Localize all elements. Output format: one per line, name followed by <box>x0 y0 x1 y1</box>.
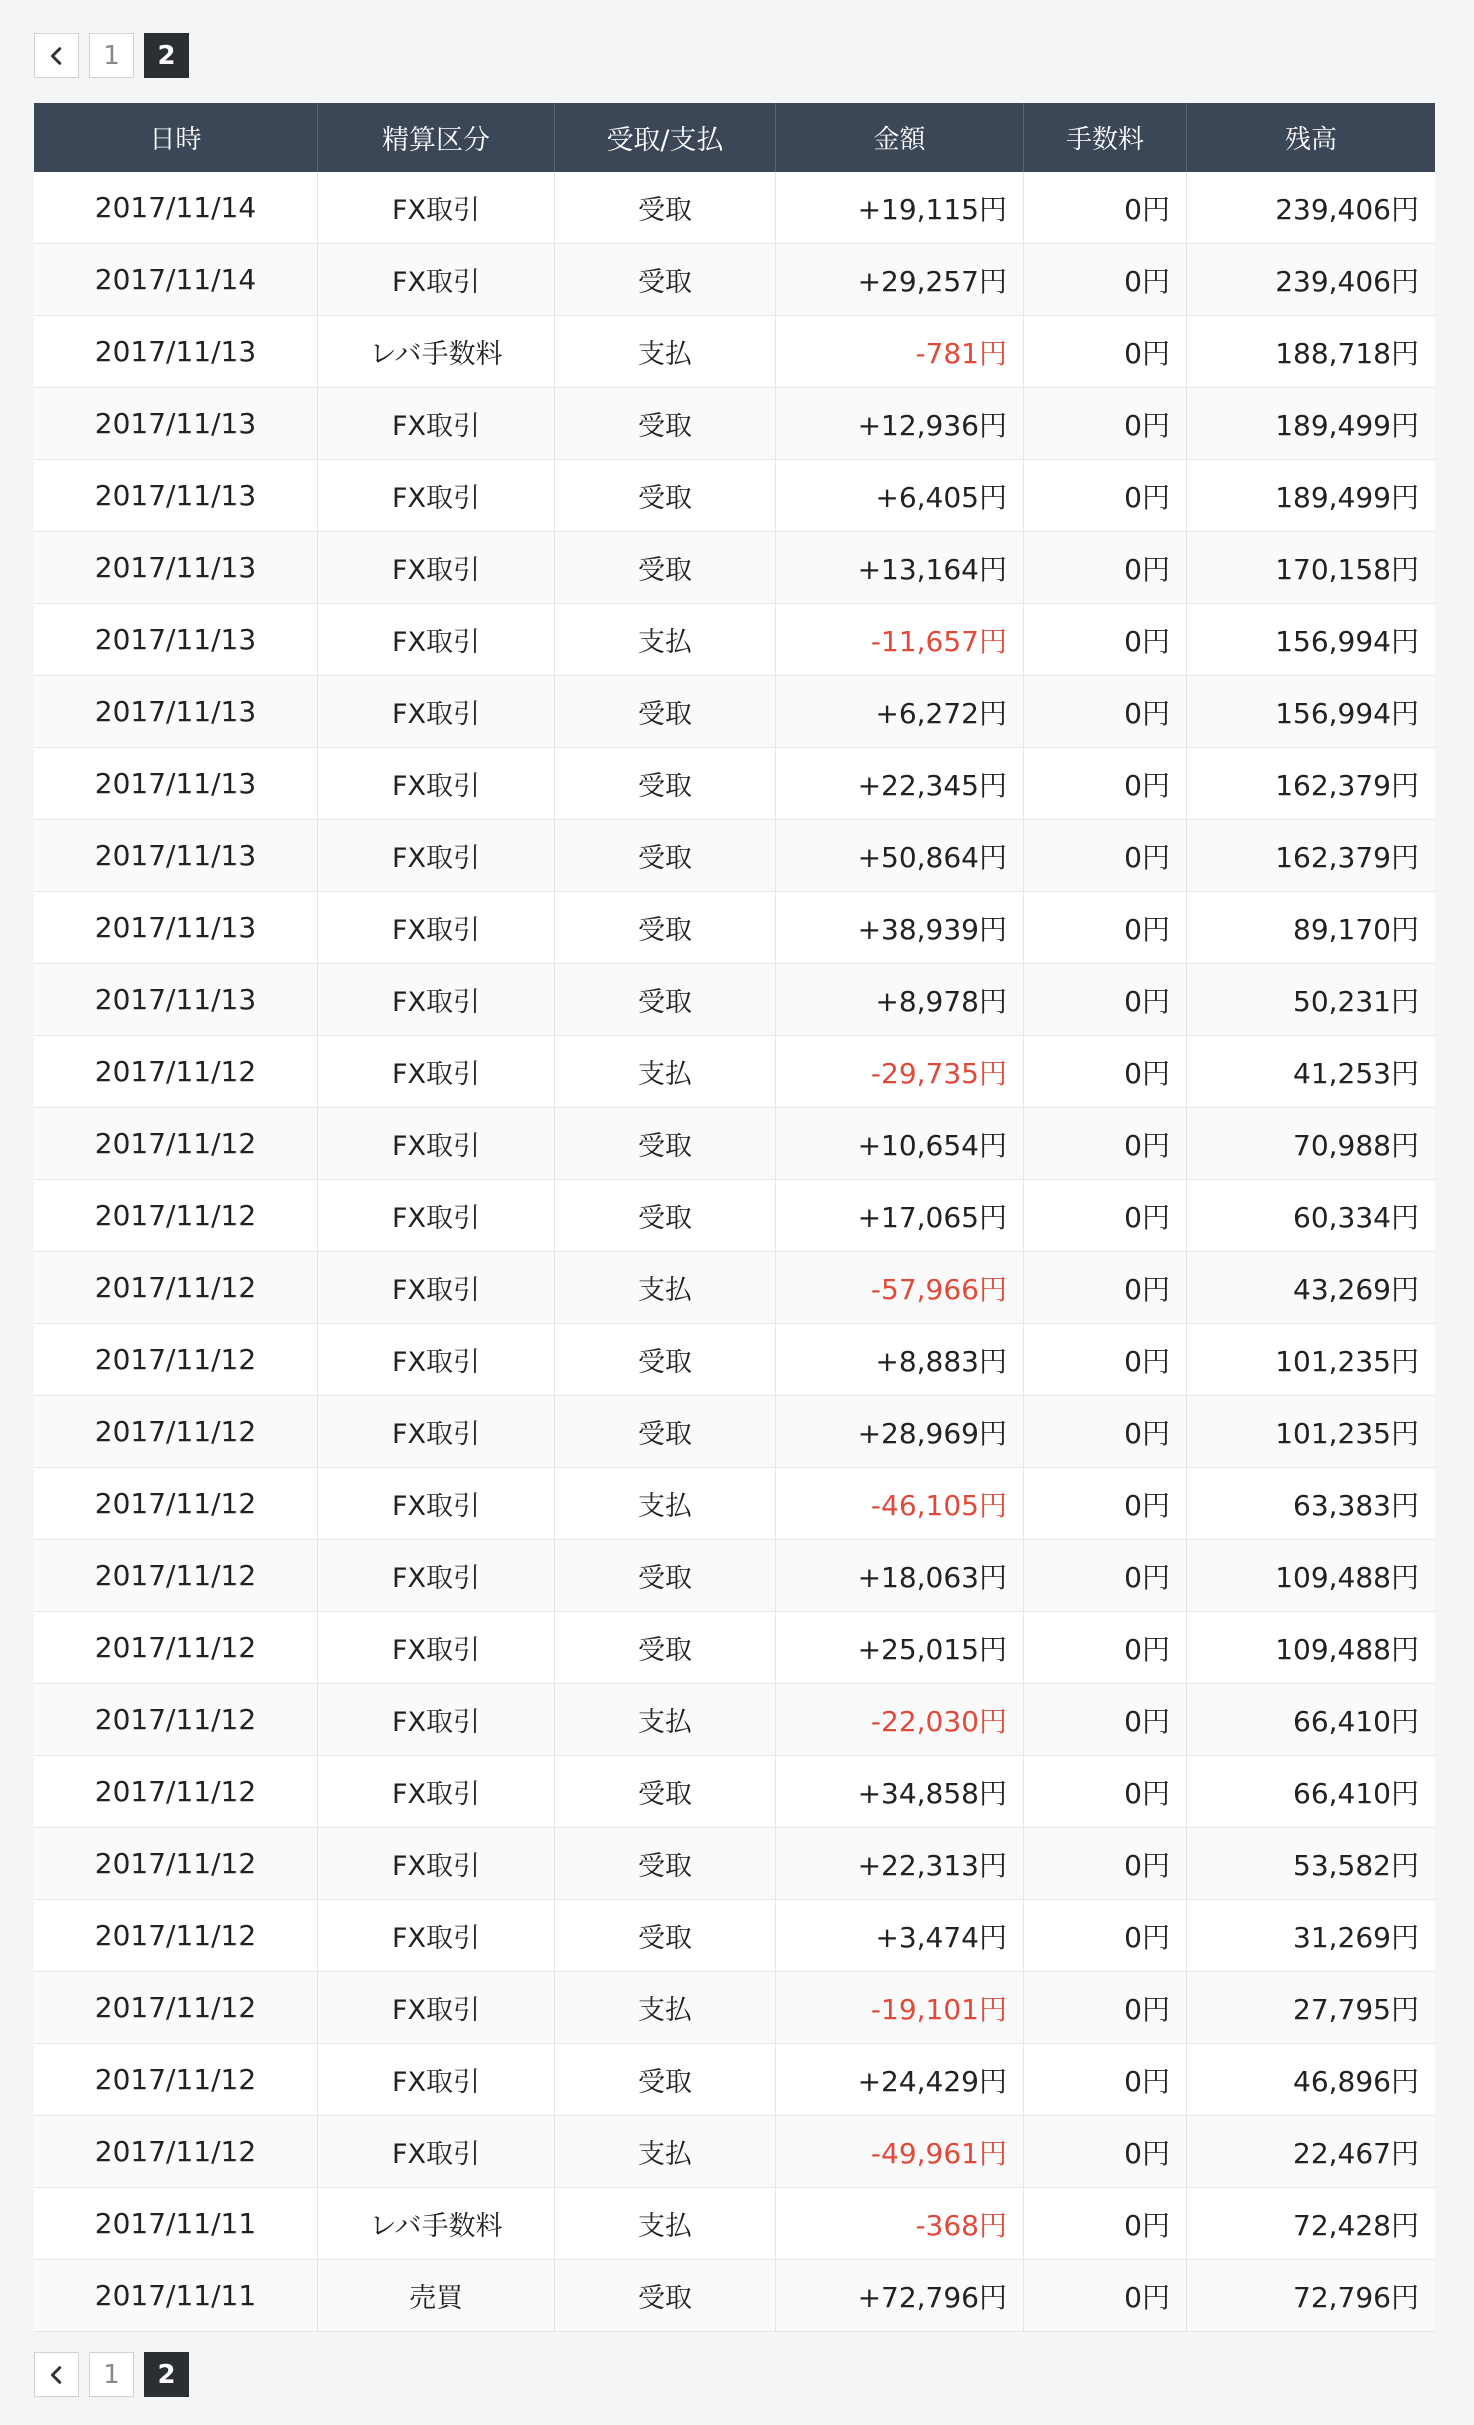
amount-cell: +72,796円 <box>776 2260 1024 2331</box>
settlement-type-cell: FX取引 <box>318 2116 555 2187</box>
fee-cell: 0円 <box>1024 316 1187 387</box>
balance-cell: 72,428円 <box>1293 2208 1419 2242</box>
table-row <box>34 388 1435 460</box>
amount-cell: -11,657円 <box>776 604 1024 675</box>
date-cell: 2017/11/13 <box>34 532 318 603</box>
date-cell: 2017/11/12 <box>34 1972 318 2043</box>
direction-cell: 受取 <box>555 460 776 531</box>
date-cell: 2017/11/13 <box>34 460 318 531</box>
table-row <box>34 1324 1435 1396</box>
page-1-button[interactable]: 1 <box>89 33 134 78</box>
amount-cell: -368円 <box>776 2188 1024 2259</box>
date-cell: 2017/11/11 <box>34 2188 318 2259</box>
fee-cell: 0円 <box>1024 1684 1187 1755</box>
date-cell: 2017/11/12 <box>34 1324 318 1395</box>
table-header <box>34 103 1435 172</box>
table-row <box>34 604 1435 676</box>
fee-cell: 0円 <box>1024 1252 1187 1323</box>
balance-cell: 72,796円 <box>1293 2280 1419 2314</box>
fee-cell: 0円 <box>1024 604 1187 675</box>
amount-cell: +22,345円 <box>776 748 1024 819</box>
header-date: 日時 <box>34 103 318 172</box>
direction-cell: 支払 <box>555 1468 776 1539</box>
settlement-type-cell: FX取引 <box>318 1612 555 1683</box>
date-cell: 2017/11/13 <box>34 676 318 747</box>
settlement-type-cell: FX取引 <box>318 1468 555 1539</box>
amount-cell: +22,313円 <box>776 1828 1024 1899</box>
balance-cell: 239,406円 <box>1275 192 1419 226</box>
settlement-type-cell: レバ手数料 <box>318 316 555 387</box>
date-cell: 2017/11/14 <box>34 244 318 315</box>
fee-cell: 0円 <box>1024 676 1187 747</box>
fee-cell: 0円 <box>1024 1972 1187 2043</box>
direction-cell: 受取 <box>555 532 776 603</box>
balance-cell: 189,499円 <box>1275 480 1419 514</box>
fee-cell: 0円 <box>1024 892 1187 963</box>
fee-cell: 0円 <box>1024 1540 1187 1611</box>
date-cell: 2017/11/12 <box>34 1396 318 1467</box>
amount-cell: +3,474円 <box>776 1900 1024 1971</box>
amount-cell: +18,063円 <box>776 1540 1024 1611</box>
direction-cell: 受取 <box>555 1396 776 1467</box>
table-row <box>34 1468 1435 1540</box>
amount-cell: +19,115円 <box>776 172 1024 243</box>
direction-cell: 支払 <box>555 604 776 675</box>
fee-cell: 0円 <box>1024 2116 1187 2187</box>
balance-cell: 46,896円 <box>1293 2064 1419 2098</box>
direction-cell: 受取 <box>555 1900 776 1971</box>
date-cell: 2017/11/11 <box>34 2260 318 2331</box>
balance-cell: 188,718円 <box>1275 336 1419 370</box>
settlement-type-cell: FX取引 <box>318 1036 555 1107</box>
direction-cell: 支払 <box>555 2116 776 2187</box>
amount-cell: +8,978円 <box>776 964 1024 1035</box>
direction-cell: 受取 <box>555 388 776 459</box>
header-fee: 手数料 <box>1024 103 1187 172</box>
direction-cell: 受取 <box>555 172 776 243</box>
fee-cell: 0円 <box>1024 460 1187 531</box>
settlement-type-cell: FX取引 <box>318 820 555 891</box>
settlement-type-cell: 売買 <box>318 2260 555 2331</box>
settlement-type-cell: FX取引 <box>318 1180 555 1251</box>
header-balance: 残高 <box>1284 125 1337 155</box>
prev-page-button[interactable] <box>34 33 79 78</box>
direction-cell: 受取 <box>555 1180 776 1251</box>
header-settlement-type: 精算区分 <box>318 103 555 172</box>
date-cell: 2017/11/13 <box>34 748 318 819</box>
balance-cell: 162,379円 <box>1275 840 1419 874</box>
direction-cell: 受取 <box>555 244 776 315</box>
settlement-type-cell: レバ手数料 <box>318 2188 555 2259</box>
pagination-top <box>34 33 189 78</box>
direction-cell: 受取 <box>555 1108 776 1179</box>
amount-cell: +10,654円 <box>776 1108 1024 1179</box>
balance-cell: 109,488円 <box>1275 1560 1419 1594</box>
balance-cell: 189,499円 <box>1275 408 1419 442</box>
table-row <box>34 172 1435 244</box>
direction-cell: 支払 <box>555 1684 776 1755</box>
fee-cell: 0円 <box>1024 1756 1187 1827</box>
direction-cell: 受取 <box>555 820 776 891</box>
date-cell: 2017/11/13 <box>34 820 318 891</box>
balance-cell: 50,231円 <box>1293 984 1419 1018</box>
date-cell: 2017/11/13 <box>34 964 318 1035</box>
date-cell: 2017/11/12 <box>34 1900 318 1971</box>
balance-cell: 60,334円 <box>1293 1200 1419 1234</box>
fee-cell: 0円 <box>1024 748 1187 819</box>
date-cell: 2017/11/14 <box>34 172 318 243</box>
direction-cell: 受取 <box>555 1540 776 1611</box>
settlement-type-cell: FX取引 <box>318 1828 555 1899</box>
pagination-bottom <box>34 2352 189 2397</box>
table-row <box>34 892 1435 964</box>
balance-cell: 156,994円 <box>1275 624 1419 658</box>
balance-cell: 162,379円 <box>1275 768 1419 802</box>
table-row <box>34 1900 1435 1972</box>
settlement-type-cell: FX取引 <box>318 1324 555 1395</box>
settlement-type-cell: FX取引 <box>318 604 555 675</box>
table-row <box>34 964 1435 1036</box>
date-cell: 2017/11/12 <box>34 2116 318 2187</box>
date-cell: 2017/11/12 <box>34 1252 318 1323</box>
settlement-type-cell: FX取引 <box>318 1108 555 1179</box>
settlement-type-cell: FX取引 <box>318 2044 555 2115</box>
table-row <box>34 316 1435 388</box>
balance-cell: 43,269円 <box>1293 1272 1419 1306</box>
settlement-type-cell: FX取引 <box>318 1540 555 1611</box>
balance-cell: 66,410円 <box>1293 1704 1419 1738</box>
settlement-type-cell: FX取引 <box>318 1252 555 1323</box>
table-row <box>34 1180 1435 1252</box>
direction-cell: 支払 <box>555 2188 776 2259</box>
direction-cell: 受取 <box>555 2044 776 2115</box>
table-row <box>34 1972 1435 2044</box>
settlement-type-cell: FX取引 <box>318 1900 555 1971</box>
fee-cell: 0円 <box>1024 172 1187 243</box>
balance-cell: 70,988円 <box>1293 1128 1419 1162</box>
fee-cell: 0円 <box>1024 1468 1187 1539</box>
table-row <box>34 1396 1435 1468</box>
amount-cell: -22,030円 <box>776 1684 1024 1755</box>
amount-cell: +50,864円 <box>776 820 1024 891</box>
direction-cell: 受取 <box>555 2260 776 2331</box>
balance-cell: 22,467円 <box>1293 2136 1419 2170</box>
fee-cell: 0円 <box>1024 2188 1187 2259</box>
amount-cell: +34,858円 <box>776 1756 1024 1827</box>
fee-cell: 0円 <box>1024 820 1187 891</box>
settlement-type-cell: FX取引 <box>318 388 555 459</box>
balance-cell: 109,488円 <box>1275 1632 1419 1666</box>
table-row <box>34 2188 1435 2260</box>
balance-cell: 156,994円 <box>1275 696 1419 730</box>
amount-cell: -19,101円 <box>776 1972 1024 2043</box>
page-1-button[interactable]: 1 <box>89 2352 134 2397</box>
date-cell: 2017/11/13 <box>34 892 318 963</box>
fee-cell: 0円 <box>1024 1396 1187 1467</box>
date-cell: 2017/11/13 <box>34 388 318 459</box>
direction-cell: 支払 <box>555 1036 776 1107</box>
settlement-type-cell: FX取引 <box>318 748 555 819</box>
fee-cell: 0円 <box>1024 1612 1187 1683</box>
amount-cell: +38,939円 <box>776 892 1024 963</box>
settlement-type-cell: FX取引 <box>318 676 555 747</box>
date-cell: 2017/11/12 <box>34 1756 318 1827</box>
fee-cell: 0円 <box>1024 1828 1187 1899</box>
date-cell: 2017/11/12 <box>34 1108 318 1179</box>
fee-cell: 0円 <box>1024 388 1187 459</box>
chevron-left-icon <box>46 45 68 67</box>
date-cell: 2017/11/12 <box>34 1468 318 1539</box>
table-row <box>34 460 1435 532</box>
fee-cell: 0円 <box>1024 964 1187 1035</box>
transactions-table <box>34 103 1435 2332</box>
amount-cell: +29,257円 <box>776 244 1024 315</box>
direction-cell: 支払 <box>555 1252 776 1323</box>
balance-cell: 89,170円 <box>1293 912 1419 946</box>
fee-cell: 0円 <box>1024 1036 1187 1107</box>
fee-cell: 0円 <box>1024 532 1187 603</box>
direction-cell: 受取 <box>555 1828 776 1899</box>
settlement-type-cell: FX取引 <box>318 1972 555 2043</box>
amount-cell: -29,735円 <box>776 1036 1024 1107</box>
table-row <box>34 2044 1435 2116</box>
page-2-button[interactable]: 2 <box>144 2352 189 2397</box>
direction-cell: 受取 <box>555 676 776 747</box>
amount-cell: -49,961円 <box>776 2116 1024 2187</box>
balance-cell: 53,582円 <box>1293 1848 1419 1882</box>
fee-cell: 0円 <box>1024 2044 1187 2115</box>
settlement-type-cell: FX取引 <box>318 172 555 243</box>
balance-cell: 31,269円 <box>1293 1920 1419 1954</box>
date-cell: 2017/11/12 <box>34 1540 318 1611</box>
amount-cell: +28,969円 <box>776 1396 1024 1467</box>
amount-cell: +6,272円 <box>776 676 1024 747</box>
direction-cell: 受取 <box>555 748 776 819</box>
prev-page-button[interactable] <box>34 2352 79 2397</box>
direction-cell: 支払 <box>555 316 776 387</box>
date-cell: 2017/11/13 <box>34 316 318 387</box>
balance-cell: 63,383円 <box>1293 1488 1419 1522</box>
direction-cell: 受取 <box>555 1756 776 1827</box>
table-row <box>34 676 1435 748</box>
table-body <box>34 172 1435 2332</box>
header-direction: 受取/支払 <box>555 103 776 172</box>
direction-cell: 受取 <box>555 1612 776 1683</box>
balance-cell: 41,253円 <box>1293 1056 1419 1090</box>
balance-cell: 101,235円 <box>1275 1416 1419 1450</box>
amount-cell: +24,429円 <box>776 2044 1024 2115</box>
date-cell: 2017/11/12 <box>34 1036 318 1107</box>
table-row <box>34 2260 1435 2332</box>
settlement-type-cell: FX取引 <box>318 1684 555 1755</box>
direction-cell: 受取 <box>555 964 776 1035</box>
fee-cell: 0円 <box>1024 1180 1187 1251</box>
table-row <box>34 1756 1435 1828</box>
table-row <box>34 1252 1435 1324</box>
page-2-button[interactable]: 2 <box>144 33 189 78</box>
direction-cell: 受取 <box>555 1324 776 1395</box>
amount-cell: -57,966円 <box>776 1252 1024 1323</box>
fee-cell: 0円 <box>1024 244 1187 315</box>
direction-cell: 支払 <box>555 1972 776 2043</box>
header-amount: 金額 <box>776 103 1024 172</box>
settlement-type-cell: FX取引 <box>318 892 555 963</box>
table-row <box>34 820 1435 892</box>
settlement-type-cell: FX取引 <box>318 244 555 315</box>
balance-cell: 66,410円 <box>1293 1776 1419 1810</box>
date-cell: 2017/11/12 <box>34 1612 318 1683</box>
date-cell: 2017/11/12 <box>34 1828 318 1899</box>
table-row <box>34 1828 1435 1900</box>
table-row <box>34 244 1435 316</box>
amount-cell: +17,065円 <box>776 1180 1024 1251</box>
balance-cell: 27,795円 <box>1293 1992 1419 2026</box>
balance-cell: 239,406円 <box>1275 264 1419 298</box>
date-cell: 2017/11/12 <box>34 1180 318 1251</box>
amount-cell: +13,164円 <box>776 532 1024 603</box>
amount-cell: +6,405円 <box>776 460 1024 531</box>
settlement-type-cell: FX取引 <box>318 964 555 1035</box>
fee-cell: 0円 <box>1024 2260 1187 2331</box>
settlement-type-cell: FX取引 <box>318 532 555 603</box>
table-row <box>34 1540 1435 1612</box>
balance-cell: 170,158円 <box>1275 552 1419 586</box>
table-row <box>34 748 1435 820</box>
amount-cell: -781円 <box>776 316 1024 387</box>
settlement-type-cell: FX取引 <box>318 1396 555 1467</box>
direction-cell: 受取 <box>555 892 776 963</box>
balance-cell: 101,235円 <box>1275 1344 1419 1378</box>
fee-cell: 0円 <box>1024 1108 1187 1179</box>
table-row <box>34 1684 1435 1756</box>
fee-cell: 0円 <box>1024 1324 1187 1395</box>
settlement-type-cell: FX取引 <box>318 460 555 531</box>
amount-cell: +8,883円 <box>776 1324 1024 1395</box>
table-row <box>34 2116 1435 2188</box>
amount-cell: +25,015円 <box>776 1612 1024 1683</box>
table-row <box>34 1108 1435 1180</box>
amount-cell: +12,936円 <box>776 388 1024 459</box>
date-cell: 2017/11/12 <box>34 1684 318 1755</box>
table-row <box>34 1612 1435 1684</box>
amount-cell: -46,105円 <box>776 1468 1024 1539</box>
date-cell: 2017/11/12 <box>34 2044 318 2115</box>
fee-cell: 0円 <box>1024 1900 1187 1971</box>
date-cell: 2017/11/13 <box>34 604 318 675</box>
table-row <box>34 532 1435 604</box>
table-row <box>34 1036 1435 1108</box>
chevron-left-icon <box>46 2364 68 2386</box>
settlement-type-cell: FX取引 <box>318 1756 555 1827</box>
